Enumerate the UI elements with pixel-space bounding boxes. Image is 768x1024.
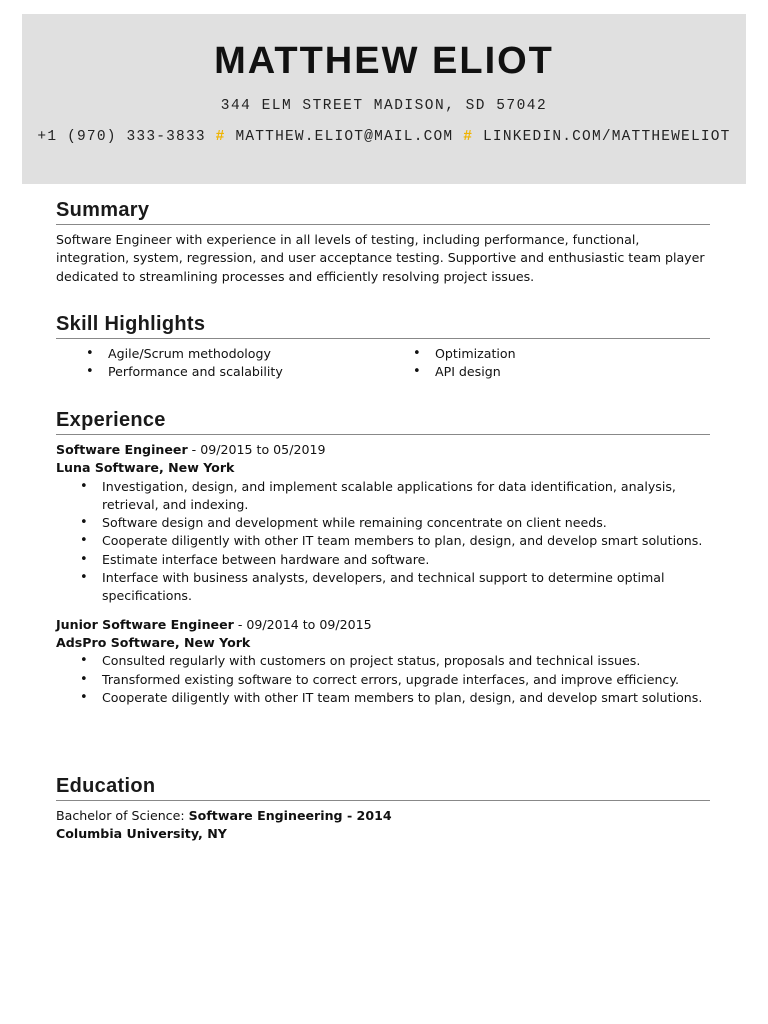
summary-section <box>56 199 710 286</box>
email-link[interactable]: MATTHEW.ELIOT@MAIL.COM <box>235 129 454 145</box>
company: AdsPro Software, New York <box>56 634 251 650</box>
phone: +1 (970) 333-3833 <box>37 129 206 145</box>
list-item: • Cooperate diligently with other IT team members to plan, design, and develop smart solutions. <box>102 532 710 550</box>
experience-section <box>56 409 710 717</box>
job-title: Software Engineer <box>56 442 188 457</box>
list-item: • Estimate interface between hardware and software. <box>102 551 710 569</box>
job-dates: - 09/2015 to 05/2019 <box>187 442 326 457</box>
resume-header <box>22 14 746 184</box>
linkedin-link[interactable]: LINKEDIN.COM/MATTHEWELIOT <box>483 129 731 145</box>
section-title-experience: Experience <box>56 409 710 435</box>
address: 344 ELM STREET MADISON, SD 57042 <box>220 98 548 114</box>
list-item: • Transformed existing software to correct errors, upgrade interfaces, and improve efficiency. <box>102 671 710 689</box>
job-bullets <box>56 478 710 606</box>
section-title-skills: Skill Highlights <box>56 313 710 339</box>
separator-icon: # <box>463 129 474 145</box>
job-title: Junior Software Engineer <box>56 616 234 632</box>
job-entry <box>56 441 710 606</box>
skills-column-left <box>56 345 383 382</box>
list-item: • Software design and development while remaining concentrate on client needs. <box>102 514 710 532</box>
list-item: • API design <box>435 363 710 381</box>
candidate-name: MATTHEW ELIOT <box>214 40 554 82</box>
company: Luna Software, New York <box>56 460 235 476</box>
list-item: • Interface with business analysts, developers, and technical support to determine optimal specifications. <box>102 569 710 606</box>
separator-icon: # <box>215 129 226 145</box>
list-item: • Agile/Scrum methodology <box>108 345 383 363</box>
list-item: • Consulted regularly with customers on project status, proposals and technical issues. <box>102 652 710 670</box>
job-entry <box>56 616 710 707</box>
list-item: • Cooperate diligently with other IT team members to plan, design, and develop smart solutions. <box>102 689 710 707</box>
skills-section <box>56 313 710 382</box>
skills-list <box>56 345 710 382</box>
job-bullets <box>56 652 710 707</box>
degree-prefix: Bachelor of Science: <box>56 808 189 823</box>
section-title-education: Education <box>56 775 710 801</box>
contact-line <box>22 129 746 145</box>
skills-column-right <box>383 345 710 382</box>
list-item: • Performance and scalability <box>108 363 383 381</box>
job-dates: - 09/2014 to 09/2015 <box>233 616 372 632</box>
job-title-line <box>56 616 710 634</box>
education-section <box>56 775 710 844</box>
degree: Software Engineering - 2014 <box>188 808 392 823</box>
job-title-line <box>56 441 710 459</box>
school: Columbia University, NY <box>56 826 227 842</box>
list-item: • Investigation, design, and implement scalable applications for data identification, analysis, retrieval, and indexing. <box>102 478 710 515</box>
summary-text: Software Engineer with experience in all levels of testing, including performance, functional, integration, system, regression, and user acceptance testing. Supportive and enthusiastic team player dedicated to streamlining processes and efficiently resolving project issues. <box>56 232 705 284</box>
section-title-summary: Summary <box>56 199 710 225</box>
degree-line <box>56 807 710 825</box>
list-item: • Optimization <box>435 345 710 363</box>
